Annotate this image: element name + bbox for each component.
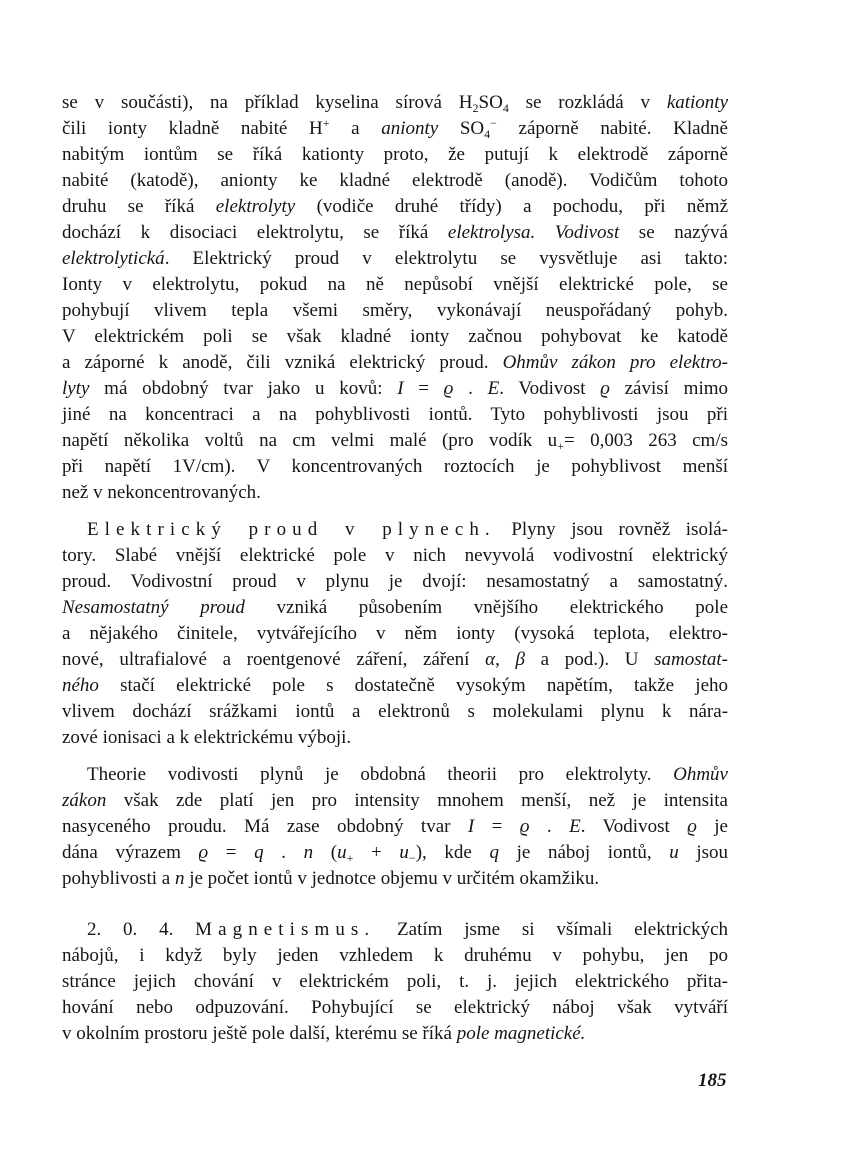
text: . [453, 378, 488, 399]
text: stránce jejich chování v elektrickém poli, t. j. jejich elektrického přita- [62, 971, 728, 992]
script-text: + [557, 439, 564, 453]
italic-text: q [489, 842, 499, 863]
text: ), kde [415, 842, 490, 863]
text: čili ionty kladně nabité H [62, 118, 323, 139]
paragraph [62, 517, 728, 751]
italic-text: samostat- [654, 649, 729, 670]
text: se v součásti), na příklad kyselina sírová H [62, 92, 473, 113]
text-line [62, 246, 728, 272]
italic-text: Ohmův zákon pro elektro- [502, 352, 728, 373]
text-line [62, 298, 728, 324]
italic-text: u [399, 842, 409, 863]
italic-text: u [337, 842, 347, 863]
text: pohybují vlivem tepla všemi směry, vykonávají neuspořádaný pohyb. [62, 300, 728, 321]
text-line [62, 943, 728, 969]
text: a [329, 118, 382, 139]
italic-text: Ohmův [673, 764, 728, 785]
text: v okolním prostoru ještě pole další, kterému se říká [62, 1023, 457, 1044]
text-line [62, 917, 728, 943]
text: dána výrazem [62, 842, 199, 863]
text-line [62, 1021, 728, 1047]
text-line [62, 969, 728, 995]
italic-text: Nesamostatný proud [62, 597, 245, 618]
italic-text: u [669, 842, 679, 863]
text-line [62, 272, 728, 298]
text-line [62, 168, 728, 194]
text: . Vodivost [580, 816, 688, 837]
text: nasyceného proudu. Má zase obdobný tvar [62, 816, 468, 837]
italic-text: I [397, 378, 404, 399]
italic-text: E [569, 816, 581, 837]
text: Plyny jsou rovněž isolá- [495, 519, 728, 540]
text-line [62, 814, 728, 840]
text: nové, ultrafialové a roentgenové záření, záření [62, 649, 486, 670]
text: Zatím jsme si všímali elektrických [375, 919, 728, 940]
text: je počet iontů v jednotce objemu v určitém okamžiku. [184, 868, 600, 889]
text: Ionty v elektrolytu, pokud na ně nepůsobí vnější elektrické pole, se [62, 274, 728, 295]
text-line [62, 454, 728, 480]
text: závisí mimo [609, 378, 729, 399]
spaced-heading: Elektrický proud v plynech. [87, 519, 496, 540]
italic-text: I [467, 816, 475, 837]
text-line [62, 995, 728, 1021]
italic-text: ϱ [519, 816, 530, 837]
page-number: 185 [698, 1070, 727, 1091]
text-line [62, 647, 728, 673]
text-line [62, 194, 728, 220]
text: zové ionisaci a k elektrickému výboji. [62, 727, 352, 748]
text: 2. 0. 4. [87, 919, 196, 940]
text: se rozkládá v [508, 92, 667, 113]
script-text: 4 [484, 127, 491, 141]
paragraph [62, 90, 728, 506]
text: je náboj iontů, [498, 842, 670, 863]
text-line [62, 428, 728, 454]
italic-text: ϱ [198, 842, 209, 863]
text: tory. Slabé vnější elektrické pole v nich nevyvolá vodivostní elektrický [62, 545, 728, 566]
text: hování nebo odpuzování. Pohybující se elektrický náboj však vytváří [62, 997, 728, 1018]
text-line [62, 840, 728, 866]
paragraph [62, 762, 728, 892]
text: . [529, 816, 570, 837]
script-text: + [322, 116, 330, 130]
script-text: − [408, 851, 416, 865]
text: je [696, 816, 728, 837]
text: . Vodivost [499, 378, 601, 399]
text: + [353, 842, 400, 863]
text: SO [478, 92, 503, 113]
text-line [62, 90, 728, 116]
italic-text: kationty [666, 92, 729, 113]
italic-text: anionty [381, 118, 439, 139]
text-line [62, 673, 728, 699]
text: než v nekoncentrovaných. [62, 482, 261, 503]
section-paragraph [62, 917, 728, 1047]
text: nábojů, i když byly jeden vzhledem k druhému v pohybu, jen po [62, 945, 728, 966]
italic-text: ϱ [443, 378, 454, 399]
italic-text: n [303, 842, 314, 863]
italic-text: elektrolytická [62, 248, 165, 269]
script-text: 2 [472, 101, 479, 115]
italic-text: α [485, 649, 496, 670]
text: však zde platí jen pro intensity mnohem menší, než je intensita [106, 790, 728, 811]
italic-text: β [515, 649, 525, 670]
text: SO [438, 118, 485, 139]
text: záporně nabité. Kladně [496, 118, 728, 139]
text: při napětí 1V/cm). V koncentrovaných roztocích je pohyblivost menší [62, 456, 728, 477]
italic-text: ϱ [687, 816, 697, 837]
text-line [62, 569, 728, 595]
italic-text: q [254, 842, 264, 863]
text-line [62, 350, 728, 376]
text: proud. Vodivostní proud v plynu je dvojí: nesamostatný a samostatný. [62, 571, 728, 592]
italic-text: zákon [62, 790, 107, 811]
text-line [62, 402, 728, 428]
italic-text: ϱ [600, 378, 610, 399]
text-line [62, 595, 728, 621]
text-line [62, 220, 728, 246]
text-line [62, 725, 728, 751]
text: Theorie vodivosti plynů je obdobná theorii pro elektrolyty. [87, 764, 674, 785]
text: druhu se říká [62, 196, 216, 217]
text-line [62, 517, 728, 543]
text: = [208, 842, 255, 863]
text: = [474, 816, 520, 837]
text: . Elektrický proud v elektrolytu se vysvětluje asi takto: [164, 248, 728, 269]
text-line [62, 543, 728, 569]
page-body-text [62, 90, 728, 1047]
italic-text: pole magnetické. [456, 1023, 586, 1044]
text: ( [313, 842, 338, 863]
text-line [62, 376, 728, 402]
script-text: 4 [502, 101, 509, 115]
text: stačí elektrické pole s dostatečně vysokým napětím, takže jeho [98, 675, 728, 696]
text: nabitým iontům se říká kationty proto, že putují k elektrodě záporně [62, 144, 728, 165]
text: vzniká působením vnějšího elektrického pole [244, 597, 729, 618]
text-line [62, 324, 728, 350]
italic-text: elektrolyty [215, 196, 296, 217]
text: vlivem dochází srážkami iontů a elektronů s molekulami plynu k nára- [62, 701, 728, 722]
text-line [62, 866, 728, 892]
text-line [62, 699, 728, 725]
italic-text: n [174, 868, 185, 889]
text-line [62, 116, 728, 142]
text: dochází k disociaci elektrolytu, se říká [62, 222, 448, 243]
script-text: − [490, 116, 497, 130]
italic-text: lyty [62, 378, 90, 399]
text: a nějakého činitele, vytvářejícího v něm ionty (vysoká teplota, elektro- [62, 623, 728, 644]
text: pohyblivosti a [62, 868, 175, 889]
text: a pod.). U [524, 649, 655, 670]
text: má obdobný tvar jako u kovů: [89, 378, 398, 399]
text: nabité (katodě), anionty ke kladné elektrodě (anodě). Vodičům tohoto [62, 170, 728, 191]
text: se nazývá [619, 222, 728, 243]
text-line [62, 621, 728, 647]
text: V elektrickém poli se však kladné ionty začnou pohybovat ke katodě [62, 326, 728, 347]
text-line [62, 762, 728, 788]
text: napětí několika voltů na cm velmi malé (pro vodík u [62, 430, 558, 451]
italic-text: elektrolysa. Vodivost [447, 222, 620, 243]
italic-text: E [487, 378, 500, 399]
script-text: + [346, 851, 354, 865]
text: , [495, 649, 516, 670]
spaced-heading: Magnetismus. [195, 919, 376, 940]
text: jsou [678, 842, 729, 863]
text: (vodiče druhé třídy) a pochodu, při němž [295, 196, 728, 217]
text: = [403, 378, 444, 399]
text: . [263, 842, 304, 863]
text-line [62, 788, 728, 814]
text-line [62, 480, 728, 506]
text: jiné na koncentraci a na pohyblivosti iontů. Tyto pohyblivosti jsou při [62, 404, 728, 425]
text: a záporné k anodě, čili vzniká elektrický proud. [62, 352, 503, 373]
text-line [62, 142, 728, 168]
italic-text: ného [62, 675, 99, 696]
text: = 0,003 263 cm/s [563, 430, 728, 451]
